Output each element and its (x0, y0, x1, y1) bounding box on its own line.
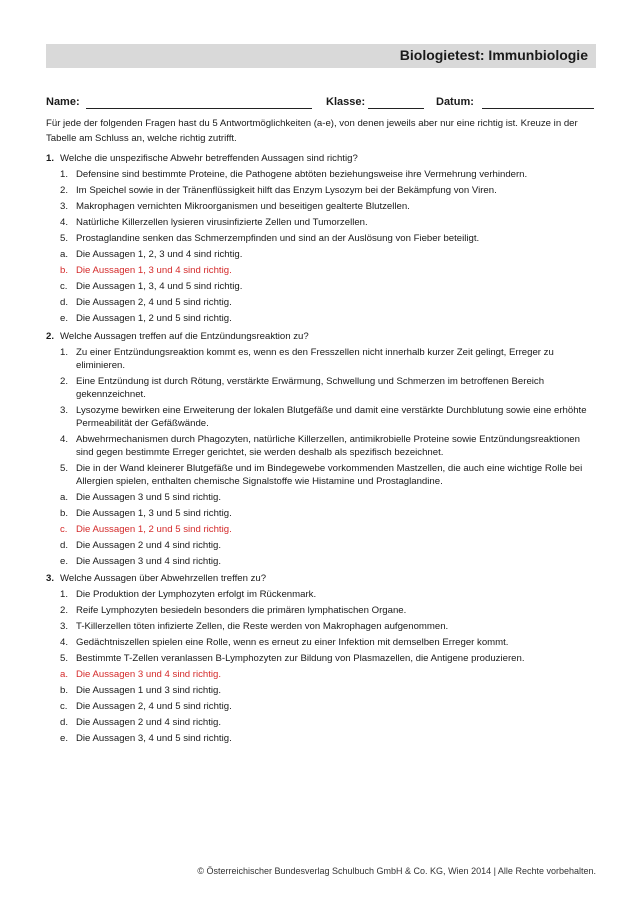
statement-item (46, 346, 596, 372)
statement-number: 2. (60, 185, 69, 196)
option-text: Die Aussagen 1, 2, 3 und 4 sind richtig. (76, 249, 243, 260)
answer-option (46, 248, 596, 261)
answer-option (46, 700, 596, 713)
statement-item (46, 604, 596, 617)
name-field[interactable] (86, 108, 312, 109)
option-letter: d. (60, 717, 69, 728)
question-3 (46, 572, 596, 748)
statement-text: Im Speichel sowie in der Tränenflüssigkeit hilft das Enzym Lysozym bei der Bekämpfung von Viren. (76, 185, 497, 196)
option-text: Die Aussagen 2 und 4 sind richtig. (76, 717, 222, 728)
statement-item (46, 184, 596, 197)
statement-item (46, 462, 596, 488)
option-text: Die Aussagen 1, 3 und 5 sind richtig. (76, 508, 232, 519)
option-letter: c. (60, 281, 68, 292)
statement-text: Die Produktion der Lymphozyten erfolgt im Rückenmark. (76, 589, 317, 600)
question-header (46, 330, 596, 346)
question-1 (46, 152, 596, 328)
copyright-footer: © Österreichischer Bundesverlag Schulbuch GmbH & Co. KG, Wien 2014 | Alle Rechte vorbehalten. (197, 866, 596, 876)
statement-text: T-Killerzellen töten infizierte Zellen, die Reste werden von Makrophagen aufgenommen. (76, 621, 449, 632)
option-text: Die Aussagen 3 und 4 sind richtig. (76, 669, 222, 680)
statement-number: 1. (60, 589, 69, 600)
statement-item (46, 588, 596, 601)
option-text: Die Aussagen 2 und 4 sind richtig. (76, 540, 222, 551)
statement-number: 1. (60, 169, 69, 180)
statement-number: 5. (60, 463, 69, 474)
statement-text: Bestimmte T-Zellen veranlassen B-Lymphozyten zur Bildung von Plasmazellen, die Antigene produzieren. (76, 653, 525, 664)
answer-option-correct (46, 523, 596, 536)
answer-option (46, 539, 596, 552)
statement-text: Zu einer Entzündungsreaktion kommt es, wenn es den Fresszellen nicht innerhalb kurzer Zeit gelingt, Erreger zu eliminieren. (76, 347, 554, 371)
answer-option (46, 280, 596, 293)
option-text: Die Aussagen 2, 4 und 5 sind richtig. (76, 701, 232, 712)
statement-number: 3. (60, 621, 69, 632)
answer-option (46, 491, 596, 504)
student-info-fields (46, 96, 596, 112)
page-title: Biologietest: Immunbiologie (399, 47, 588, 63)
statement-number: 2. (60, 605, 69, 616)
statement-item (46, 404, 596, 430)
header-bar (46, 44, 596, 68)
question-text: Welche Aussagen treffen auf die Entzündungsreaktion zu? (60, 331, 309, 342)
statement-item (46, 216, 596, 229)
statement-text: Reife Lymphozyten besiedeln besonders die primären lymphatischen Organe. (76, 605, 407, 616)
statement-item (46, 200, 596, 213)
option-letter: e. (60, 556, 69, 567)
answer-option-correct (46, 668, 596, 681)
statement-text: Makrophagen vernichten Mikroorganismen und beseitigen gealterte Blutzellen. (76, 201, 410, 212)
option-letter: b. (60, 685, 69, 696)
answer-option-correct (46, 264, 596, 277)
statement-text: Defensine sind bestimmte Proteine, die Pathogene abtöten beziehungsweise ihre Vermehrung verhindern. (76, 169, 528, 180)
option-letter: a. (60, 492, 69, 503)
statement-number: 2. (60, 376, 69, 387)
answer-option (46, 555, 596, 568)
option-text: Die Aussagen 2, 4 und 5 sind richtig. (76, 297, 232, 308)
statement-number: 5. (60, 233, 69, 244)
statement-item (46, 652, 596, 665)
statement-item (46, 232, 596, 245)
option-text: Die Aussagen 1, 2 und 5 sind richtig. (76, 524, 232, 535)
option-letter: b. (60, 508, 69, 519)
question-header (46, 152, 596, 168)
option-letter: d. (60, 540, 69, 551)
question-number: 1. (46, 153, 55, 164)
option-text: Die Aussagen 1 und 3 sind richtig. (76, 685, 222, 696)
answer-option (46, 684, 596, 697)
question-header (46, 572, 596, 588)
option-text: Die Aussagen 1, 2 und 5 sind richtig. (76, 313, 232, 324)
statement-item (46, 168, 596, 181)
option-text: Die Aussagen 3 und 5 sind richtig. (76, 492, 222, 503)
klasse-field[interactable] (368, 108, 424, 109)
option-letter: a. (60, 669, 69, 680)
statement-number: 5. (60, 653, 69, 664)
datum-label: Datum: (436, 96, 474, 108)
question-number: 2. (46, 331, 55, 342)
statement-item (46, 620, 596, 633)
statement-number: 4. (60, 434, 69, 445)
question-2 (46, 330, 596, 571)
statement-item (46, 433, 596, 459)
statement-text: Lysozyme bewirken eine Erweiterung der lokalen Blutgefäße und damit eine verstärkte Durchblutung sowie eine erhöhte Permeabilität der Gefäßwände. (76, 405, 587, 429)
option-letter: c. (60, 701, 68, 712)
instructions: Für jede der folgenden Fragen hast du 5 Antwortmöglichkeiten (a-e), von denen jeweils aber nur eine richtig ist. Kreuze in der Tabelle am Schluss an, welche richtig zutrifft. (46, 118, 578, 144)
statement-text: Abwehrmechanismen durch Phagozyten, natürliche Killerzellen, antimikrobielle Proteine sowie Entzündungsreaktionen sind gegen bestimmte Erreger gerichtet, sie werden deshalb als spezifisch bezeichnet. (76, 434, 580, 458)
option-letter: e. (60, 733, 69, 744)
statement-number: 4. (60, 217, 69, 228)
statement-text: Gedächtniszellen spielen eine Rolle, wenn es erneut zu einer Infektion mit demselben Erreger kommt. (76, 637, 509, 648)
name-label: Name: (46, 96, 80, 108)
statement-number: 4. (60, 637, 69, 648)
statement-number: 1. (60, 347, 69, 358)
statement-number: 3. (60, 201, 69, 212)
option-text: Die Aussagen 3 und 4 sind richtig. (76, 556, 222, 567)
statement-text: Natürliche Killerzellen lysieren virusinfizierte Zellen und Tumorzellen. (76, 217, 368, 228)
answer-option (46, 716, 596, 729)
option-letter: b. (60, 265, 69, 276)
option-letter: e. (60, 313, 69, 324)
option-letter: d. (60, 297, 69, 308)
statement-text: Die in der Wand kleinerer Blutgefäße und im Bindegewebe vorkommenden Mastzellen, die auch eine wichtige Rolle bei Allergien spielen, enthalten chemische Signalstoffe wie Histamine und Prostaglandine. (76, 463, 583, 487)
klasse-label: Klasse: (326, 96, 366, 108)
statement-item (46, 375, 596, 401)
answer-option (46, 312, 596, 325)
answer-option (46, 296, 596, 309)
statement-item (46, 636, 596, 649)
option-text: Die Aussagen 1, 3 und 4 sind richtig. (76, 265, 232, 276)
option-letter: c. (60, 524, 68, 535)
statement-number: 3. (60, 405, 69, 416)
question-number: 3. (46, 573, 55, 584)
question-text: Welche die unspezifische Abwehr betreffenden Aussagen sind richtig? (60, 153, 358, 164)
option-text: Die Aussagen 3, 4 und 5 sind richtig. (76, 733, 232, 744)
statement-text: Eine Entzündung ist durch Rötung, verstärkte Erwärmung, Schwellung und Schmerzen im betroffenen Bereich gekennzeichnet. (76, 376, 545, 400)
option-letter: a. (60, 249, 69, 260)
option-text: Die Aussagen 1, 3, 4 und 5 sind richtig. (76, 281, 243, 292)
datum-field[interactable] (482, 108, 594, 109)
answer-option (46, 732, 596, 745)
question-text: Welche Aussagen über Abwehrzellen treffen zu? (60, 573, 267, 584)
answer-option (46, 507, 596, 520)
statement-text: Prostaglandine senken das Schmerzempfinden und sind an der Auslösung von Fieber beteiligt. (76, 233, 480, 244)
